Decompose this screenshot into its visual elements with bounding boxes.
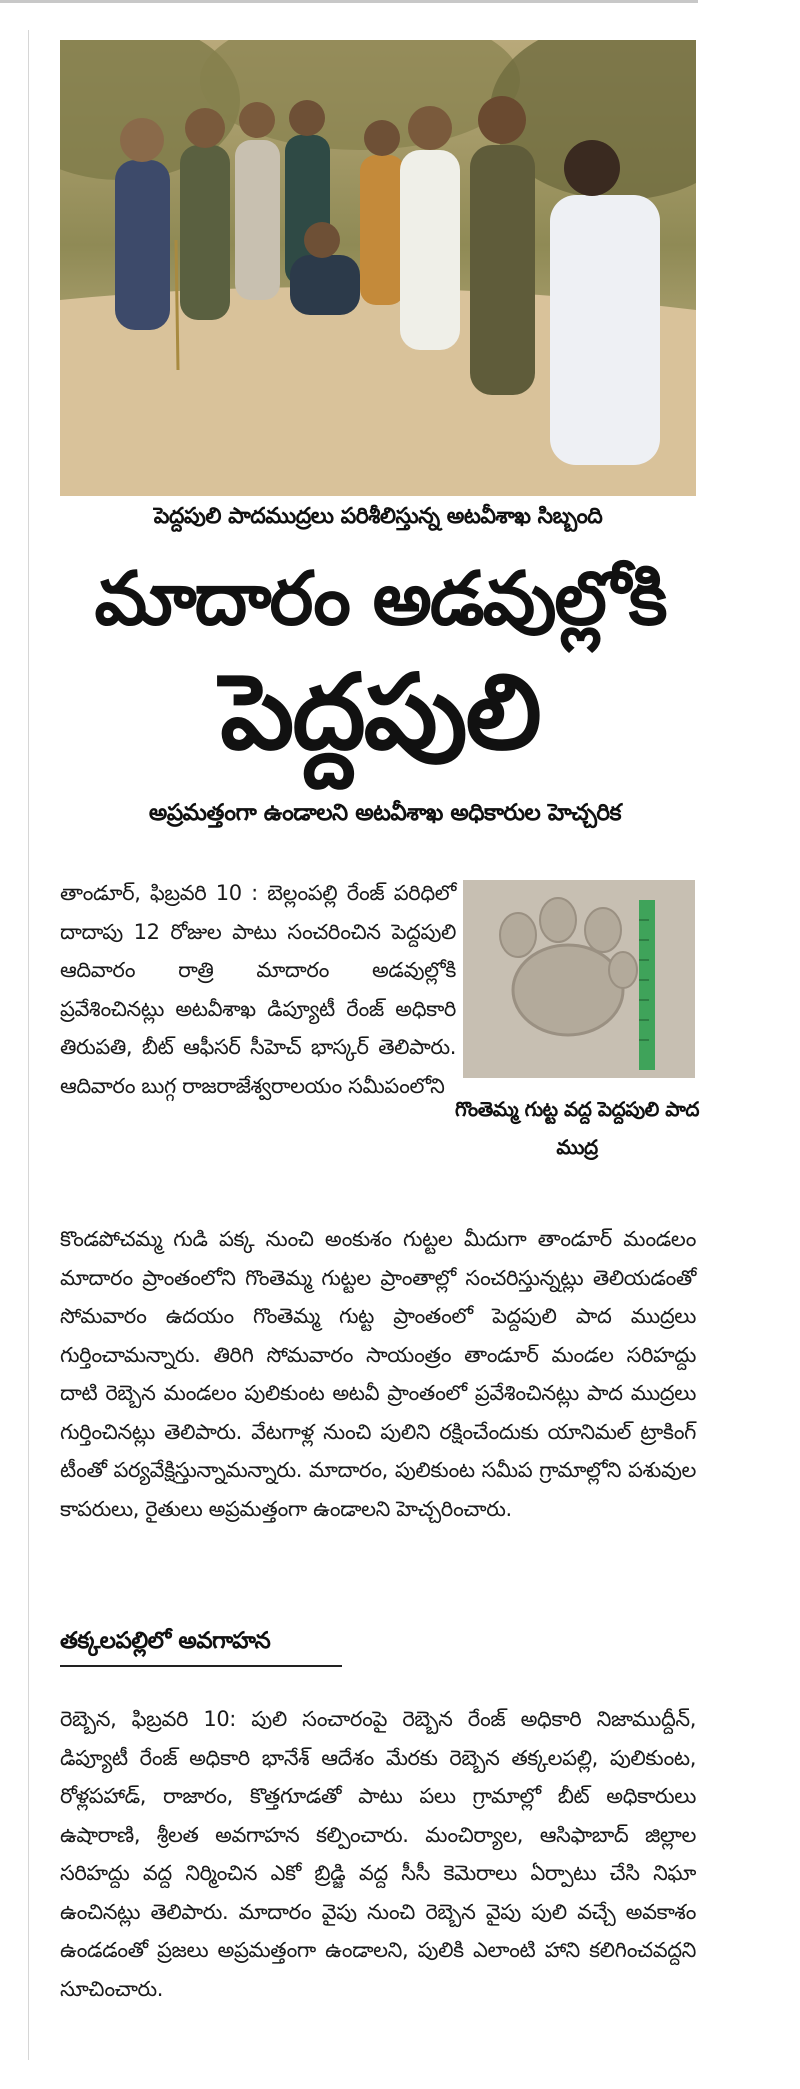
article-paragraph-1: తాండూర్‌, ఫిబ్రవరి 10 : బెల్లంపల్లి రేంజ్‌ పరిధిలో దాదాపు 12 రోజుల పాటు సంచరించిన పెద్దపులి ఆదివారం రాత్రి మాదారం అడవుల్లోకి ప్రవేశించినట్లు అటవీశాఖ డిప్యూటీ రేంజ్‌ అధికారి తిరుపతి, బీట్‌ ఆఫీసర్‌ సీహెచ్‌ భాస్కర్‌ తెలిపారు. ఆదివారం బుగ్గ రాజరాజేశ్వరాలయం సమీపంలోని: [60, 881, 456, 1098]
headline-line-1: మాదారం అడవుల్లోకి: [94, 556, 666, 642]
pugmark-photo: [463, 880, 695, 1078]
section-underline: [60, 1665, 342, 1667]
pugmark-caption: గొంతెమ్మ గుట్ట వద్ద పెద్దపులి పాద ముద్ర: [454, 1097, 700, 1159]
forest-staff-photo: [60, 40, 696, 496]
article-paragraph-2: రెబ్బెన, ఫిబ్రవరి 10: పులి సంచారంపై రెబ్బెన రేంజ్‌ అధికారి నిజాముద్దీన్‌, డిప్యూటీ రేంజ్‌ అధికారి భానేశ్‌ ఆదేశం మేరకు రెబ్బెన తక్కలపల్లి, పులికుంట, రోళ్లపహాడ్‌, రాజారం, కొత్తగూడతో పాటు పలు గ్రామాల్లో బీట్‌ అధికారులు ఉషారాణి, శ్రీలత అవగాహన కల్పించారు. మంచిర్యాల, ఆసిఫాబాద్‌ జిల్లాల సరిహద్దు వద్ద నిర్మించిన ఎకో బ్రిడ్జి వద్ద సీసీ కెమెరాలు ఏర్పాటు చేసి నిఘా ఉంచినట్లు తెలిపారు. మాదారం వైపు నుంచి రెబ్బెన వైపు పులి వచ్చే అవకాశం ఉండడంతో ప్రజలు అప్రమత్తంగా ఉండాలని, పులికి ఎలాంటి హాని కలిగించవద్దని సూచించారు.: [60, 1707, 696, 2001]
section-heading: తక్కలపల్లిలో అవగాహన: [60, 1628, 271, 1654]
photo-caption: పెద్దపులి పాదముద్రలు పరిశీలిస్తున్న అటవీశాఖ సిబ్బంది: [153, 504, 603, 529]
headline-line-2: పెద్దపులి: [220, 651, 540, 773]
article-paragraph-1-continued: కొండపోచమ్మ గుడి పక్క నుంచి అంకుశం గుట్టల మీదుగా తాండూర్‌ మండలం మాదారం ప్రాంతంలోని గొంతెమ్మ గుట్టల ప్రాంతాల్లో సంచరిస్తున్నట్లు తెలియడంతో సోమవారం ఉదయం గొంతెమ్మ గుట్ట ప్రాంతంలో పెద్దపులి పాద ముద్రలు గుర్తించామన్నారు. తిరిగి సోమవారం సాయంత్రం తాండూర్‌ మండల సరిహద్దు దాటి రెబ్బెన మండలం పులికుంట అటవీ ప్రాంతంలో ప్రవేశించినట్లు పాద ముద్రలు గుర్తించినట్లు తెలిపారు. వేటగాళ్ల నుంచి పులిని రక్షించేందుకు యానిమల్‌ ట్రాకింగ్‌ టీంతో పర్యవేక్షిస్తున్నామన్నారు. మాదారం, పులికుంట సమీప గ్రామాల్లోని పశువుల కాపరులు, రైతులు అప్రమత్తంగా ఉండాలని హెచ్చరించారు.: [60, 1227, 696, 1521]
subheadline: అప్రమత్తంగా ఉండాలని అటవీశాఖ అధికారుల హెచ్చరిక: [148, 800, 622, 826]
top-rule: [0, 0, 698, 3]
column-divider: [28, 30, 29, 2060]
